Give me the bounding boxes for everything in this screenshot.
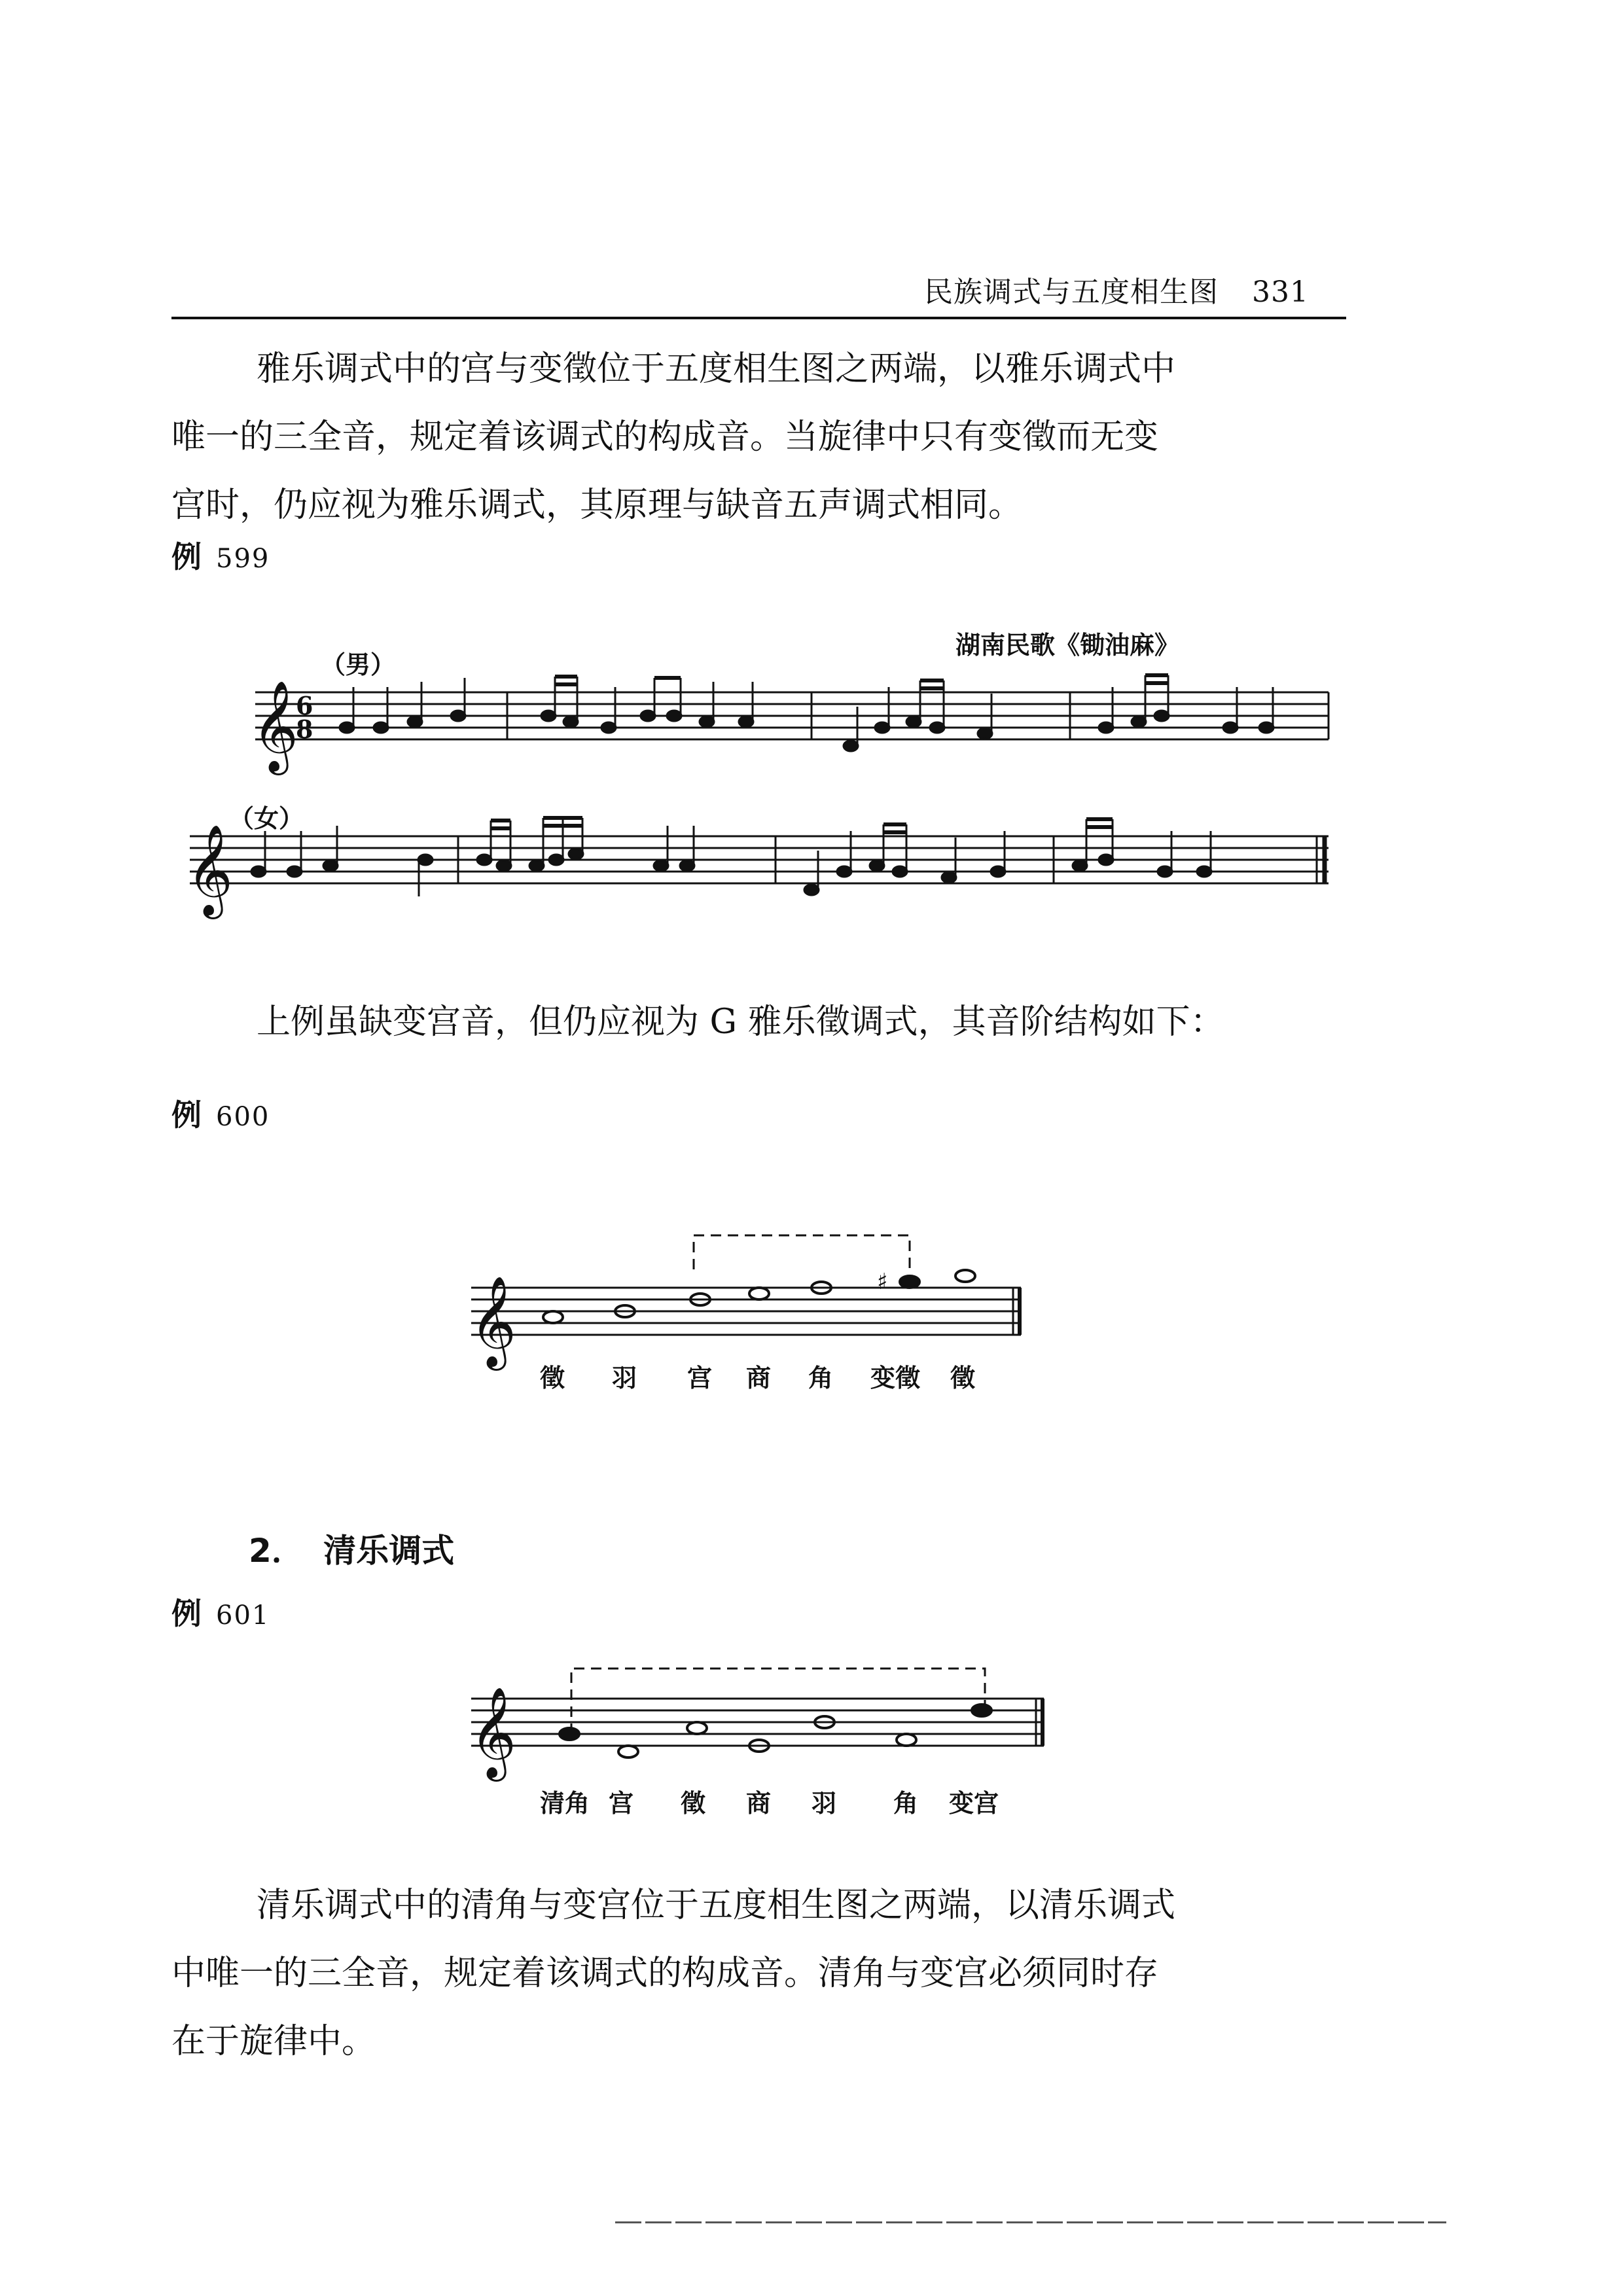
staff-system-2 <box>190 836 1329 883</box>
example-number: 600 <box>216 1102 270 1132</box>
example-number: 599 <box>216 544 270 574</box>
note-name: 羽 <box>812 1788 837 1818</box>
paragraph-line: 在于旋律中。 <box>171 2022 376 2061</box>
footer-rule <box>615 2221 1446 2223</box>
note-name: 角 <box>893 1788 919 1818</box>
section-title: 清乐调式 <box>323 1532 455 1570</box>
treble-clef-icon: 𝄞 <box>470 1276 516 1367</box>
note-name: 商 <box>746 1363 772 1392</box>
note-name: 角 <box>808 1363 834 1392</box>
paragraph-3 <box>171 1871 1349 2075</box>
note-name: 变宫 <box>949 1788 999 1818</box>
example-word: 例 <box>171 1596 202 1631</box>
note-name: 宫 <box>609 1788 634 1818</box>
example-600-label <box>171 1091 270 1135</box>
example-number: 601 <box>216 1600 270 1631</box>
example-601-label <box>171 1590 270 1633</box>
paragraph-2: 上例虽缺变宫音，但仍应视为 G 雅乐徵调式，其音阶结构如下： <box>257 1002 1224 1042</box>
note-name: 商 <box>746 1788 772 1818</box>
treble-clef-icon: 𝄞 <box>187 824 233 915</box>
paragraph-line: 中唯一的三全音，规定着该调式的构成音。清角与变宫必须同时存 <box>171 1954 1159 1993</box>
paragraph-line: 雅乐调式中的宫与变徵位于五度相生图之两端，以雅乐调式中 <box>257 349 1176 389</box>
voice-male-label: （男） <box>321 650 396 679</box>
note-name: 宫 <box>687 1363 713 1392</box>
example-word: 例 <box>171 539 202 574</box>
paragraph-line: 宫时，仍应视为雅乐调式，其原理与缺音五声调式相同。 <box>171 486 1023 525</box>
time-signature-top: 6 <box>296 691 313 720</box>
section-heading <box>249 1525 454 1572</box>
header-title: 民族调式与五度相生图 <box>924 275 1219 309</box>
paragraph-line: 唯一的三全音，规定着该调式的构成音。当旋律中只有变徵而无变 <box>171 417 1159 457</box>
staff-example-601 <box>471 1669 1044 1746</box>
voice-female-label: （女） <box>229 804 304 833</box>
note-name: 清角 <box>540 1788 590 1818</box>
treble-clef-icon: 𝄞 <box>252 680 298 771</box>
paragraph-line: 清乐调式中的清角与变宫位于五度相生图之两端，以清乐调式 <box>257 1886 1176 1925</box>
note-name: 徵 <box>950 1363 976 1392</box>
sharp-icon: ♯ <box>877 1269 888 1295</box>
note-name: 变徵 <box>870 1363 921 1392</box>
section-number: 2． <box>249 1532 304 1570</box>
note-name: 羽 <box>612 1363 637 1392</box>
staff-example-600 <box>471 1235 1021 1335</box>
note-name: 徵 <box>540 1363 565 1392</box>
time-signature-bottom: 8 <box>296 715 313 744</box>
scale-example-601 <box>560 1704 991 1757</box>
page-number: 331 <box>1252 275 1309 309</box>
song-source: 湖南民歌《锄油麻》 <box>955 630 1180 660</box>
melody-system-2 <box>251 818 1211 896</box>
note-name: 徵 <box>681 1788 706 1818</box>
treble-clef-icon: 𝄞 <box>470 1687 516 1778</box>
scale-example-600 <box>543 1270 975 1323</box>
example-word: 例 <box>171 1097 202 1133</box>
